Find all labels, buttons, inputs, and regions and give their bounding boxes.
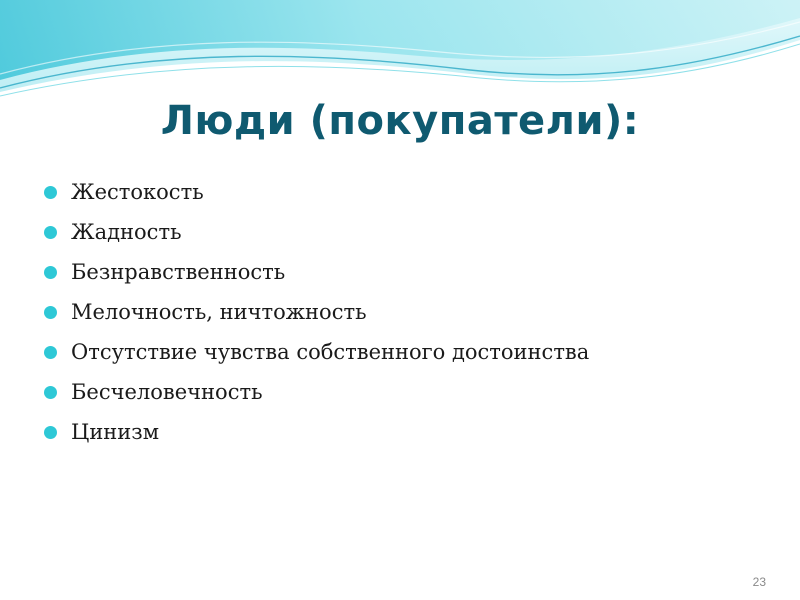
bullet-item <box>44 212 589 252</box>
bullet-list <box>44 172 589 452</box>
bullet-item <box>44 292 589 332</box>
bullet-item <box>44 172 589 212</box>
bullet-dot-icon <box>44 346 57 359</box>
bullet-text: Цинизм <box>71 420 160 444</box>
bullet-text: Мелочность, ничтожность <box>71 300 367 324</box>
bullet-dot-icon <box>44 226 57 239</box>
page-number: 23 <box>752 575 766 589</box>
bullet-item <box>44 332 589 372</box>
bullet-text: Жестокость <box>71 180 204 204</box>
slide-title: Люди (покупатели): <box>160 98 640 144</box>
bullet-dot-icon <box>44 266 57 279</box>
bullet-text: Безнравственность <box>71 260 286 284</box>
bullet-item <box>44 252 589 292</box>
bullet-text: Бесчеловечность <box>71 380 263 404</box>
bullet-text: Отсутствие чувства собственного достоинства <box>71 340 590 364</box>
bullet-text: Жадность <box>71 220 182 244</box>
bullet-dot-icon <box>44 186 57 199</box>
bullet-dot-icon <box>44 426 57 439</box>
bullet-dot-icon <box>44 386 57 399</box>
decorative-wave-header <box>0 0 800 110</box>
bullet-dot-icon <box>44 306 57 319</box>
bullet-item <box>44 372 589 412</box>
bullet-item <box>44 412 589 452</box>
